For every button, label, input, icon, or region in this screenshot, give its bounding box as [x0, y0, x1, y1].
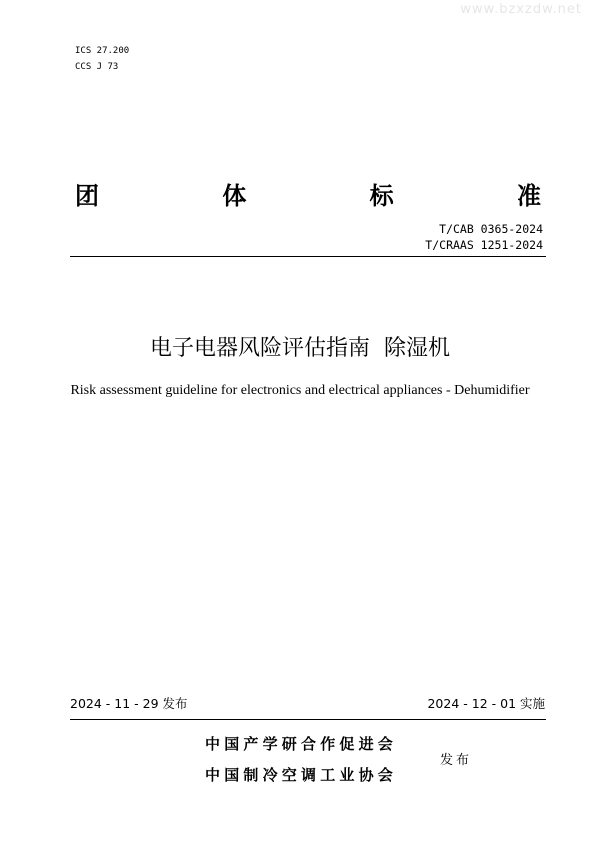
standard-type-heading: [75, 176, 541, 211]
standard-type-char: 团: [75, 182, 99, 210]
footer-divider: [70, 719, 546, 720]
ccs-code: CCS J 73: [75, 62, 119, 72]
standard-type-char: 标: [369, 182, 394, 210]
header-divider: [70, 256, 546, 257]
standard-type-char: 体: [222, 182, 247, 210]
issue-date: 2024 - 11 - 29 发布: [70, 696, 188, 711]
ics-code: ICS 27.200: [75, 46, 130, 56]
standard-type-char: 准: [516, 182, 541, 210]
publishing-organization: 中国制冷空调工业协会: [205, 766, 398, 784]
watermark: www.bzxzdw.net: [460, 2, 582, 17]
standard-number-cab: T/CAB 0365-2024: [439, 222, 543, 236]
publish-label: 发布: [440, 753, 473, 768]
chinese-title: 电子电器风险评估指南 除湿机: [150, 336, 450, 361]
publishing-organization: 中国产学研合作促进会: [205, 735, 398, 753]
english-title: Risk assessment guideline for electronics and electrical appliances - Dehumidifier: [70, 383, 530, 398]
implement-date: 2024 - 12 - 01 实施: [427, 696, 545, 711]
standard-number-craas: T/CRAAS 1251-2024: [425, 238, 543, 252]
